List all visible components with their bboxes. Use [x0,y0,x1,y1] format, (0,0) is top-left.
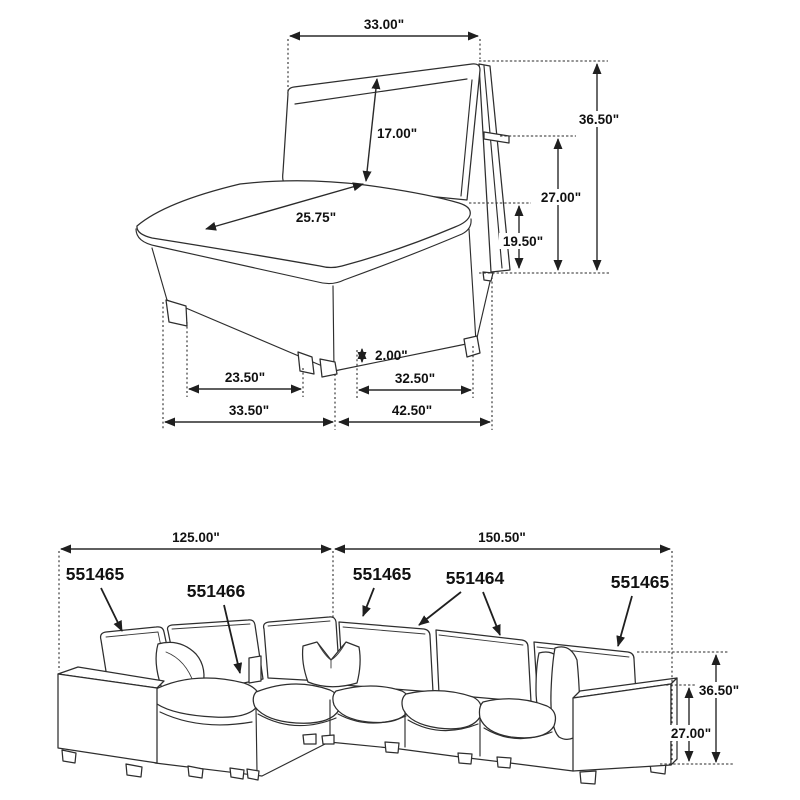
dim-sectional-overall-height [695,655,743,762]
dim-leg-height [362,348,408,363]
dim-back-width-label: 33.00" [363,17,405,32]
dim-overall-height [575,64,622,270]
dim-right-section-width [335,530,670,549]
dim-seat-height-label: 19.50" [502,234,544,249]
dim-right-section-width-label: 150.50" [478,530,526,545]
dim-side-leg-span [359,371,471,390]
sectional-corner-back-side [249,656,261,683]
dim-leg-height-label: 2.00" [375,348,408,363]
label-middle-armless-chairs [419,568,504,635]
label-corner-chair-text: 551465 [352,564,412,584]
dim-back-frame-height-label: 27.00" [540,190,582,205]
dim-front-leg-span [189,370,301,389]
label-corner-chair [353,564,412,616]
sectional-left-arm [58,667,164,763]
sectional-right-arm-front [573,684,671,771]
dim-left-section-width-label: 125.00" [172,530,220,545]
sectional-right-arm [573,678,677,771]
dim-sectional-overall-height-label: 36.50" [698,683,740,698]
dim-overall-width-label: 33.50" [228,403,270,418]
label-right-arm-chair-text: 551465 [610,572,670,592]
label-left-arm-chair [66,564,125,631]
dim-overall-width [165,403,333,422]
sectional-drawing [58,617,677,784]
dim-overall-depth-label: 42.50" [391,403,433,418]
dim-left-section-width [61,530,331,549]
label-left-arm-chair-text: 551465 [65,564,125,584]
dim-sectional-arm-height-label: 27.00" [670,726,712,741]
dim-back-frame-height [537,139,584,270]
dim-back-width [290,17,478,36]
label-left-armless-chair-text: 551466 [186,581,246,601]
dim-overall-height-label: 36.50" [578,112,620,127]
sectional-left-arm-front [58,674,157,763]
dim-front-leg-span-label: 23.50" [224,370,266,385]
dim-side-leg-span-label: 32.50" [394,371,436,386]
label-middle-armless-chairs-text: 551464 [445,568,505,588]
dim-overall-depth [339,403,490,422]
label-right-arm-chair [611,572,670,646]
chair-legs [166,272,493,377]
dim-back-cushion-height-label: 17.00" [377,126,418,141]
sectional-seat-2 [253,684,340,723]
dim-seat-depth-label: 25.75" [295,210,337,225]
